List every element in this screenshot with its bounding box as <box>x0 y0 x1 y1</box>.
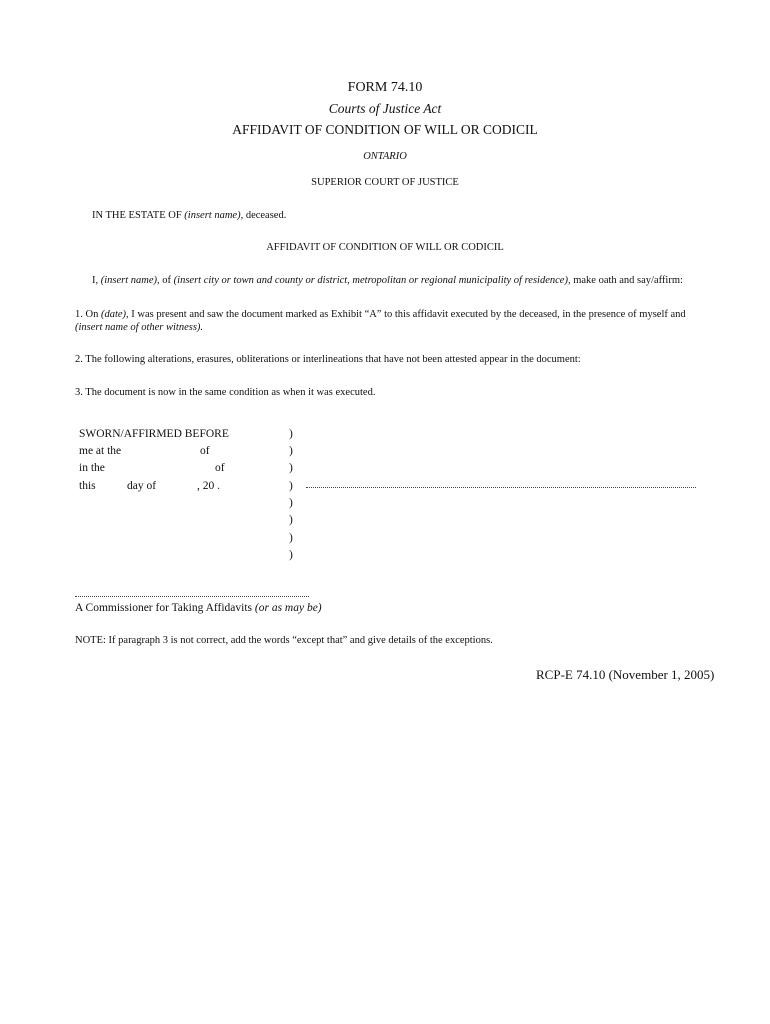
note: NOTE: If paragraph 3 is not correct, add the words “except that” and give details of the exceptions. <box>75 635 493 646</box>
sworn-line-4-c: , 20 . <box>197 480 220 492</box>
bracket-mark: ) <box>289 445 293 457</box>
paragraph-2: 2. The following alterations, erasures, obliterations or interlineations that have not been attested appear in the document: <box>75 354 581 365</box>
sworn-line-2-b: of <box>200 445 210 457</box>
oath-place-insert: (insert city or town and county or district, metropolitan or regional municipality of residence), <box>173 275 571 286</box>
form-reference-footer: RCP-E 74.10 (November 1, 2005) <box>536 667 715 682</box>
bracket-mark: ) <box>289 480 293 492</box>
sworn-line-1: SWORN/AFFIRMED BEFORE <box>79 428 229 440</box>
bracket-mark: ) <box>289 532 293 544</box>
oath-mid: of <box>159 275 174 286</box>
para1-witness-insert: (insert name of other witness). <box>75 322 204 333</box>
estate-prefix: IN THE ESTATE OF <box>92 210 185 221</box>
commissioner-italic: (or as may be) <box>254 602 322 614</box>
deponent-signature-line[interactable] <box>306 487 696 488</box>
para1-date-insert: (date), <box>100 309 129 320</box>
bracket-mark: ) <box>289 549 293 561</box>
sworn-line-4-b: day of <box>127 480 157 492</box>
estate-name-insert: (insert name), <box>184 210 244 221</box>
sworn-line-3-a: in the <box>79 462 105 474</box>
oath-suffix: make oath and say/affirm: <box>570 275 683 286</box>
paragraph-1 <box>75 308 715 334</box>
bracket-mark: ) <box>289 514 293 526</box>
sworn-line-3-b: of <box>215 462 225 474</box>
province-label: ONTARIO <box>363 151 407 162</box>
form-number: FORM 74.10 <box>347 80 423 95</box>
oath-line <box>92 275 683 286</box>
para1-prefix: 1. On <box>75 309 101 320</box>
commissioner-signature-line[interactable] <box>75 596 309 597</box>
para1-text: I was present and saw the document marked as Exhibit “A” to this affidavit executed by the deceased, in the presence of myself and <box>128 309 686 320</box>
bracket-mark: ) <box>289 462 293 474</box>
commissioner-label <box>75 602 322 614</box>
sworn-line-2-a: me at the <box>79 445 122 457</box>
oath-prefix: I, <box>92 275 101 286</box>
court-label: SUPERIOR COURT OF JUSTICE <box>311 177 459 188</box>
bracket-mark: ) <box>289 497 293 509</box>
commissioner-text: A Commissioner for Taking Affidavits <box>75 602 255 614</box>
estate-line <box>92 210 286 221</box>
oath-name-insert: (insert name), <box>100 275 160 286</box>
section-title: AFFIDAVIT OF CONDITION OF WILL OR CODICIL <box>266 242 504 253</box>
form-title: AFFIDAVIT OF CONDITION OF WILL OR CODICIL <box>232 122 538 137</box>
paragraph-3: 3. The document is now in the same condition as when it was executed. <box>75 387 376 398</box>
estate-suffix: deceased. <box>243 210 287 221</box>
sworn-line-4-a: this <box>79 480 96 492</box>
bracket-mark: ) <box>289 428 293 440</box>
act-name: Courts of Justice Act <box>328 101 442 116</box>
